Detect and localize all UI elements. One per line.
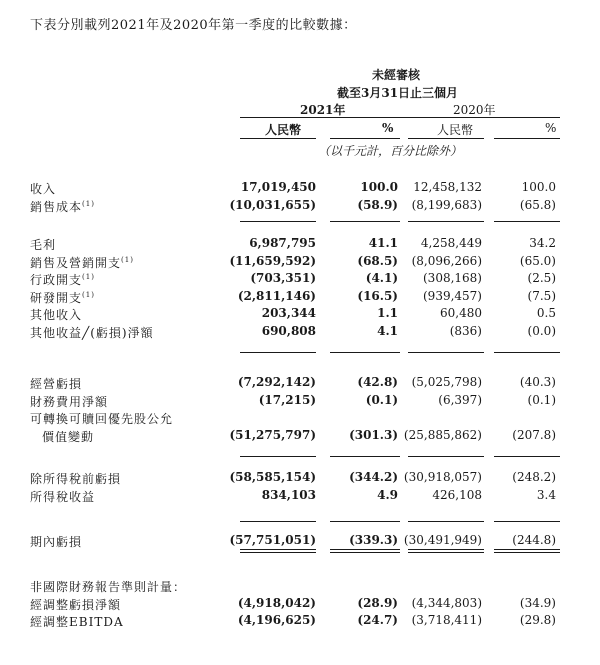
row-label	[30, 236, 56, 253]
subtotal-rule	[408, 221, 484, 222]
row-label-text: 非國際財務報告準則計量：	[30, 580, 187, 594]
value-2020-cell: (939,457)	[423, 288, 482, 303]
row-label-text: 所得稅收益	[30, 489, 96, 504]
unaudited-header: 未經審核	[372, 68, 421, 82]
pct-2021-cell: (301.3)	[349, 427, 398, 442]
table-row	[0, 289, 600, 307]
value-2021-cell: (2,811,146)	[237, 288, 316, 303]
pct-2021-cell: 41.1	[368, 236, 398, 250]
value-2020-cell: 426,108	[432, 487, 482, 502]
table-row	[0, 306, 600, 324]
table-row	[0, 578, 600, 596]
value-2020-cell: (836)	[449, 323, 482, 338]
row-label-text: 毛利	[30, 238, 57, 252]
subtotal-rule	[240, 221, 316, 222]
pct-2020-header: %	[545, 121, 557, 135]
value-2020-cell: (5,025,798)	[411, 375, 482, 389]
subtotal-rule	[408, 521, 484, 522]
row-label	[30, 613, 124, 630]
subtotal-rule	[240, 352, 316, 353]
value-2021-cell: (7,292,142)	[237, 375, 316, 389]
pct-2021-cell: 4.9	[377, 487, 398, 502]
row-label-text: 經營虧損	[30, 377, 83, 391]
table-row	[0, 236, 600, 254]
row-label	[42, 428, 94, 445]
footnote-marker: (1)	[82, 273, 95, 281]
rmb-2021-header: 人民幣	[265, 123, 302, 137]
row-label-text: 價值變動	[42, 429, 95, 444]
row-label	[30, 324, 154, 341]
pct-2021-cell: 4.1	[377, 323, 398, 338]
year-2020-header: 2020年	[453, 103, 496, 117]
value-2020-cell: (25,885,862)	[403, 427, 482, 442]
subtotal-rule	[330, 456, 400, 457]
period-header: 截至3月31日止三個月	[337, 86, 459, 100]
subtotal-rule	[330, 221, 400, 222]
value-2020-cell: (30,918,057)	[403, 470, 482, 484]
pct-2021-cell: (24.7)	[357, 613, 398, 627]
col-underline	[240, 138, 316, 139]
value-2021-cell: (11,659,592)	[229, 253, 316, 268]
pct-2021-cell: 100.0	[360, 180, 398, 194]
row-label	[30, 533, 82, 550]
subtotal-rule	[494, 221, 560, 222]
row-label-text: 期內虧損	[30, 535, 83, 549]
row-label	[30, 198, 95, 215]
pct-2020-cell: 0.5	[536, 306, 556, 320]
value-2021-cell: 834,103	[261, 487, 316, 502]
value-2020-cell: 4,258,449	[420, 236, 482, 250]
row-label-text: 收入	[30, 182, 57, 196]
pct-2021-cell: (58.9)	[357, 197, 398, 212]
table-row	[0, 613, 600, 631]
pct-2020-cell: (65.0)	[519, 253, 556, 268]
pct-2020-cell: (0.1)	[527, 392, 556, 407]
table-row	[0, 596, 600, 614]
row-label	[30, 488, 95, 505]
footnote-marker: (1)	[82, 199, 95, 208]
pct-2020-cell: (34.9)	[519, 595, 556, 610]
pct-2021-cell: (42.8)	[357, 375, 398, 389]
pct-2020-cell: 34.2	[529, 236, 556, 250]
value-2021-cell: (703,351)	[250, 271, 316, 285]
row-label	[30, 578, 186, 595]
row-label	[30, 306, 82, 323]
subtotal-rule	[408, 456, 484, 457]
pct-2020-cell: (207.8)	[512, 427, 556, 442]
value-2021-cell: (10,031,655)	[229, 197, 316, 212]
row-label-text: 研發開支	[30, 290, 83, 305]
row-label	[30, 289, 95, 306]
row-label-text: 財務費用淨額	[30, 394, 109, 409]
total-double-rule	[330, 549, 400, 553]
table-row	[0, 470, 600, 488]
value-2020-cell: (30,491,949)	[403, 533, 482, 547]
pct-2021-cell: (339.3)	[349, 533, 398, 547]
pct-2021-header: %	[382, 121, 394, 135]
subtotal-rule	[494, 352, 560, 353]
footnote-marker: (1)	[121, 255, 134, 264]
subtotal-rule	[330, 352, 400, 353]
table-row	[0, 488, 600, 506]
row-label-text: 經調整虧損淨額	[30, 597, 122, 612]
total-double-rule	[408, 549, 484, 553]
pct-2020-cell: 100.0	[521, 180, 556, 194]
value-2021-cell: (58,585,154)	[229, 470, 316, 484]
table-row	[0, 324, 600, 342]
total-double-rule	[240, 549, 316, 553]
year-2021-header: 2021年	[300, 103, 346, 117]
row-label-text: 行政開支	[30, 273, 83, 287]
pct-2021-cell: (344.2)	[349, 470, 398, 484]
table-row	[0, 410, 600, 428]
row-label-text: 其他收入	[30, 308, 83, 322]
row-label	[30, 410, 173, 427]
table-row	[0, 375, 600, 393]
value-2021-cell: (17,215)	[258, 392, 316, 407]
value-2020-cell: 60,480	[440, 306, 482, 320]
value-2020-cell: (8,096,266)	[411, 253, 482, 268]
row-label	[30, 393, 108, 410]
value-2021-cell: 203,344	[261, 306, 316, 320]
pct-2021-cell: (0.1)	[365, 392, 398, 407]
pct-2021-cell: (28.9)	[357, 595, 398, 610]
row-label	[30, 180, 56, 197]
subtotal-rule	[330, 521, 400, 522]
value-2020-cell: 12,458,132	[413, 180, 482, 194]
year-underline	[240, 117, 560, 118]
col-underline	[494, 138, 560, 139]
pct-2020-cell: (244.8)	[512, 533, 556, 547]
total-double-rule	[494, 549, 560, 553]
col-underline	[408, 138, 484, 139]
value-2021-cell: 6,987,795	[249, 236, 316, 250]
value-2021-cell: (4,196,625)	[237, 613, 316, 627]
footnote-marker: (1)	[82, 290, 95, 299]
pct-2020-cell: (0.0)	[527, 323, 556, 338]
value-2020-cell: (6,397)	[438, 392, 482, 407]
row-label	[30, 375, 82, 392]
value-2020-cell: (4,344,803)	[411, 595, 482, 610]
intro-text: 下表分別載列2021年及2020年第一季度的比較數據：	[30, 18, 357, 33]
value-2021-cell: (57,751,051)	[229, 533, 316, 547]
value-2021-cell: 690,808	[261, 323, 316, 338]
pct-2020-cell: 3.4	[536, 487, 556, 502]
pct-2021-cell: 1.1	[377, 306, 398, 320]
pct-2020-cell: (7.5)	[527, 288, 556, 303]
row-label-text: 經調整EBITDA	[30, 615, 124, 629]
value-2021-cell: (4,918,042)	[237, 595, 316, 610]
value-2020-cell: (3,718,411)	[411, 613, 482, 627]
row-label	[30, 470, 121, 487]
table-row	[0, 254, 600, 272]
pct-2021-cell: (4.1)	[365, 271, 398, 285]
pct-2021-cell: (68.5)	[357, 253, 398, 268]
subtotal-rule	[408, 352, 484, 353]
subtotal-rule	[240, 456, 316, 457]
unit-note: （以千元計，百分比除外）	[318, 144, 463, 158]
pct-2020-cell: (29.8)	[519, 613, 556, 627]
table-row	[0, 180, 600, 198]
row-label-text: 銷售及營銷開支	[30, 255, 122, 270]
row-label-text: 其他收益╱(虧損)淨額	[30, 325, 154, 340]
row-label-text: 可轉換可贖回優先股公允	[30, 412, 174, 426]
table-row	[0, 198, 600, 216]
row-label-text: 除所得稅前虧損	[30, 472, 122, 486]
pct-2020-cell: (2.5)	[527, 271, 556, 285]
value-2020-cell: (8,199,683)	[411, 197, 482, 212]
pct-2020-cell: (40.3)	[519, 375, 556, 389]
pct-2020-cell: (248.2)	[512, 470, 556, 484]
rmb-2020-header: 人民幣	[437, 123, 474, 137]
table-row	[0, 393, 600, 411]
row-label-text: 銷售成本	[30, 199, 83, 214]
value-2021-cell: (51,275,797)	[229, 427, 316, 442]
pct-2020-cell: (65.8)	[519, 197, 556, 212]
subtotal-rule	[240, 521, 316, 522]
row-label	[30, 596, 121, 613]
subtotal-rule	[494, 521, 560, 522]
row-label	[30, 271, 95, 288]
subtotal-rule	[494, 456, 560, 457]
table-row	[0, 428, 600, 446]
value-2021-cell: 17,019,450	[240, 180, 316, 194]
value-2020-cell: (308,168)	[423, 271, 482, 285]
pct-2021-cell: (16.5)	[357, 288, 398, 303]
table-row	[0, 271, 600, 289]
col-underline	[330, 138, 400, 139]
row-label	[30, 254, 134, 271]
